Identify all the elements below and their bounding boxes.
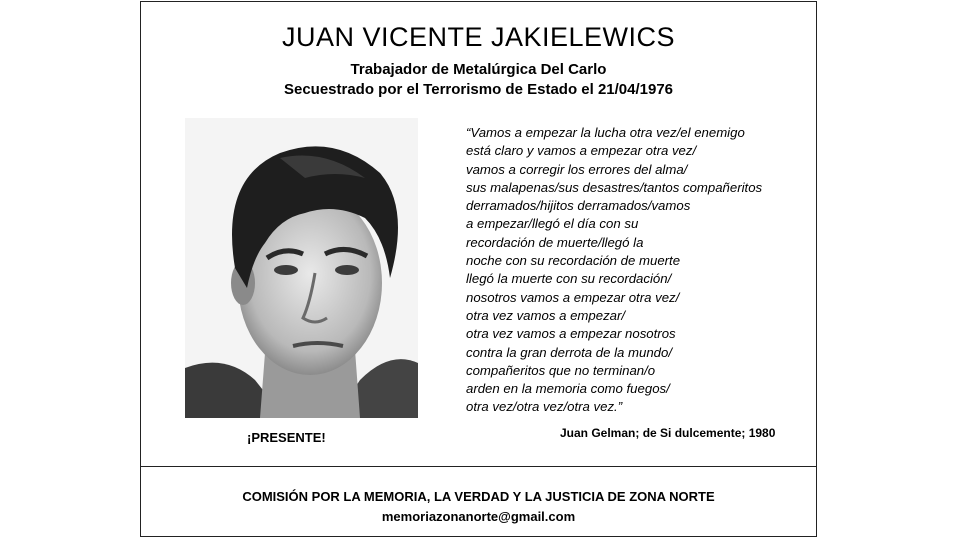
- poem-line: nosotros vamos a empezar otra vez/: [466, 289, 680, 305]
- poem-line: otra vez/otra vez/otra vez.”: [466, 399, 623, 415]
- organization-name: COMISIÓN POR LA MEMORIA, LA VERDAD Y LA JUSTICIA DE ZONA NORTE: [242, 489, 715, 504]
- poem-line: arden en la memoria como fuegos/: [466, 381, 670, 397]
- poem-line: contra la gran derrota de la mundo/: [466, 344, 672, 360]
- poem-line: llegó la muerte con su recordación/: [466, 271, 672, 287]
- contact-email: memoriazonanorte@gmail.com: [381, 509, 576, 524]
- poem-attribution: Juan Gelman; de Si dulcemente; 1980: [560, 426, 776, 440]
- work-subtitle: Trabajador de Metalúrgica Del Carlo: [350, 61, 607, 78]
- poem-line: vamos a corregir los errores del alma/: [466, 161, 688, 177]
- poem-line: “Vamos a empezar la lucha otra vez/el enemigo: [466, 125, 745, 140]
- poem-line: está claro y vamos a empezar otra vez/: [466, 143, 697, 159]
- poem-line: sus malapenas/sus desastres/tantos compañeritos: [466, 179, 763, 195]
- abduction-subtitle: Secuestrado por el Terrorismo de Estado el 21/04/1976: [283, 81, 674, 98]
- poem-line: a empezar/llegó el día con su: [466, 216, 639, 232]
- footer-divider: [140, 466, 817, 467]
- presente-label: ¡PRESENTE!: [247, 430, 326, 445]
- poem-line: compañeritos que no terminan/o: [466, 362, 656, 378]
- portrait-photo: [185, 118, 418, 418]
- poem-line: otra vez vamos a empezar nosotros: [466, 326, 676, 342]
- poem-line: recordación de muerte/llegó la: [466, 234, 644, 250]
- poem-block: [466, 124, 762, 417]
- portrait-image: [185, 118, 418, 418]
- person-name: JUAN VICENTE JAKIELEWICS: [281, 22, 676, 52]
- poem-line: derramados/hijitos derramados/vamos: [466, 198, 691, 214]
- poem-line: noche con su recordación de muerte: [466, 253, 681, 269]
- poem-line: otra vez vamos a empezar/: [466, 307, 626, 323]
